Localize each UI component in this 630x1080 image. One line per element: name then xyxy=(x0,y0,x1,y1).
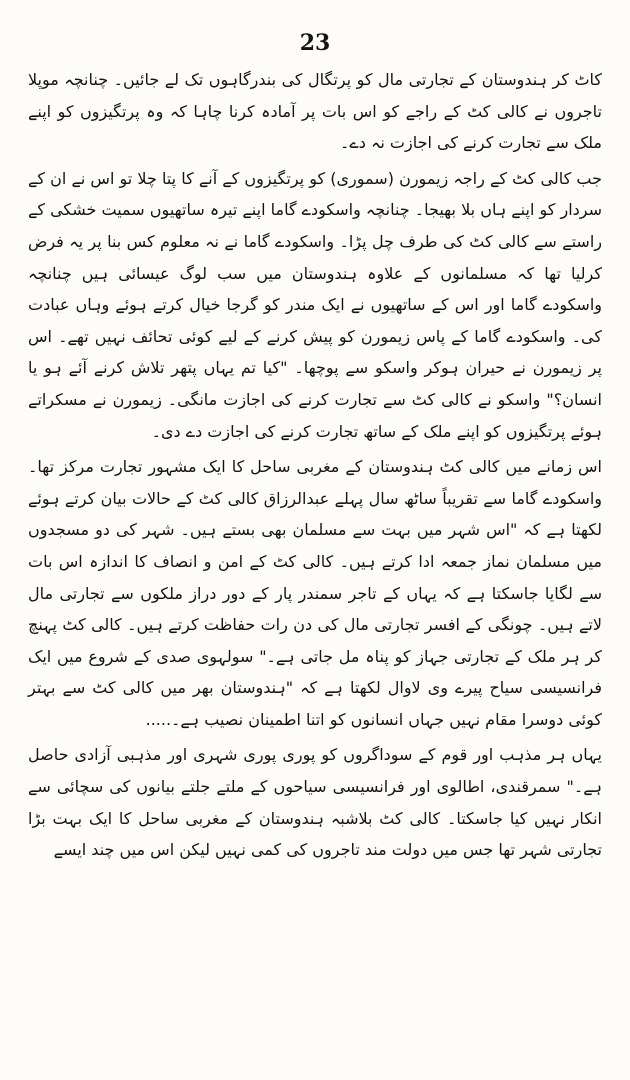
paragraph-4: یہاں ہر مذہب اور قوم کے سوداگروں کو پوری پوری شہری اور مذہبی آزادی حاصل ہے۔" سمرقندی، اطالوی اور فرانسیسی سیاحوں کے ملتے جلتے بیانوں کی سچائی سے انکار نہیں کیا جاسکتا۔ کالی کٹ بلاشبہ ہندوستان کے مغربی ساحل کا ایک بہت بڑا تجارتی شہر تھا جس میں دولت مند تاجروں کی کمی نہیں لیکن اس میں چند ایسے xyxy=(28,745,602,860)
paragraph-3: اس زمانے میں کالی کٹ ہندوستان کے مغربی ساحل کا ایک مشہور تجارت مرکز تھا۔ واسکودے گاما سے تقریباً ساٹھ سال پہلے عبدالرزاق کالی کٹ کے حالات بیان کرتے ہوئے لکھتا ہے کہ "اس شہر میں بہت سے مسلمان بھی بستے ہیں۔ شہر کی دو مسجدوں میں مسلمان نماز جمعہ ادا کرتے ہیں۔ کالی کٹ کے امن و انصاف کا اندازہ اس بات سے لگایا جاسکتا ہے کہ یہاں کے تاجر سمندر پار کے دور دراز ملکوں سے تجارتی مال لاتے ہیں۔ چونگی کے افسر تجارتی مال کی دن رات حفاظت کرتے ہیں۔ کالی کٹ پہنچ کر ہر ملک کے تجارتی جہاز کو پناہ مل جاتی ہے۔" سولہوی صدی کے شروع میں ایک فرانسیسی سیاح پیرے وی لاوال لکھتا ہے کہ "ہندوستان بھر میں کالی کٹ سے بہتر کوئی دوسرا مقام نہیں جہاں انسانوں کو اتنا اطمینان نصیب ہے۔..... xyxy=(28,457,602,729)
paragraph-1: کاٹ کر ہندوستان کے تجارتی مال کو پرتگال کی بندرگاہوں تک لے جائیں۔ چنانچہ موپلا تاجروں نے کالی کٹ کے راجے کو اس بات پر آمادہ کرنا چاہا کہ وہ پرتگیزوں کو اپنے ملک سے تجارت کرنے کی اجازت نہ دے۔ xyxy=(28,70,602,153)
paragraph-2: جب کالی کٹ کے راجہ زیمورن (سموری) کو پرتگیزوں کے آنے کا پتا چلا تو اس نے ان کے سردار کو اپنے ہاں بلا بھیجا۔ چنانچہ واسکودے گاما اپنے تیرہ ساتھیوں سمیت خشکی کے راستے سے کالی کٹ کی طرف چل پڑا۔ واسکودے گاما نے نہ معلوم کس بنا پر یہ فرض کرلیا تھا کہ مسلمانوں کے علاوہ ہندوستان میں سب لوگ عیسائی ہیں چنانچہ واسکودے گاما اور اس کے ساتھیوں نے ایک مندر کو گرجا خیال کرتے ہوئے وہاں عبادت کی۔ واسکودے گاما کے پاس زیمورن کو پیش کرنے کے لیے کوئی تحائف نہیں تھے۔ اس پر زیمورن نے حیران ہوکر واسکو سے پوچھا۔ "کیا تم یہاں پتھر تلاش کرنے آئے ہو یا انسان؟" واسکو نے کالی کٹ سے تجارت کرنے کی اجازت مانگی۔ زیمورن نے مسکراتے ہوئے پرتگیزوں کو اپنے ملک کے ساتھ تجارت کرنے کی اجازت دے دی۔ xyxy=(28,168,602,441)
body-text xyxy=(28,64,602,866)
page-number: 23 xyxy=(299,30,331,56)
